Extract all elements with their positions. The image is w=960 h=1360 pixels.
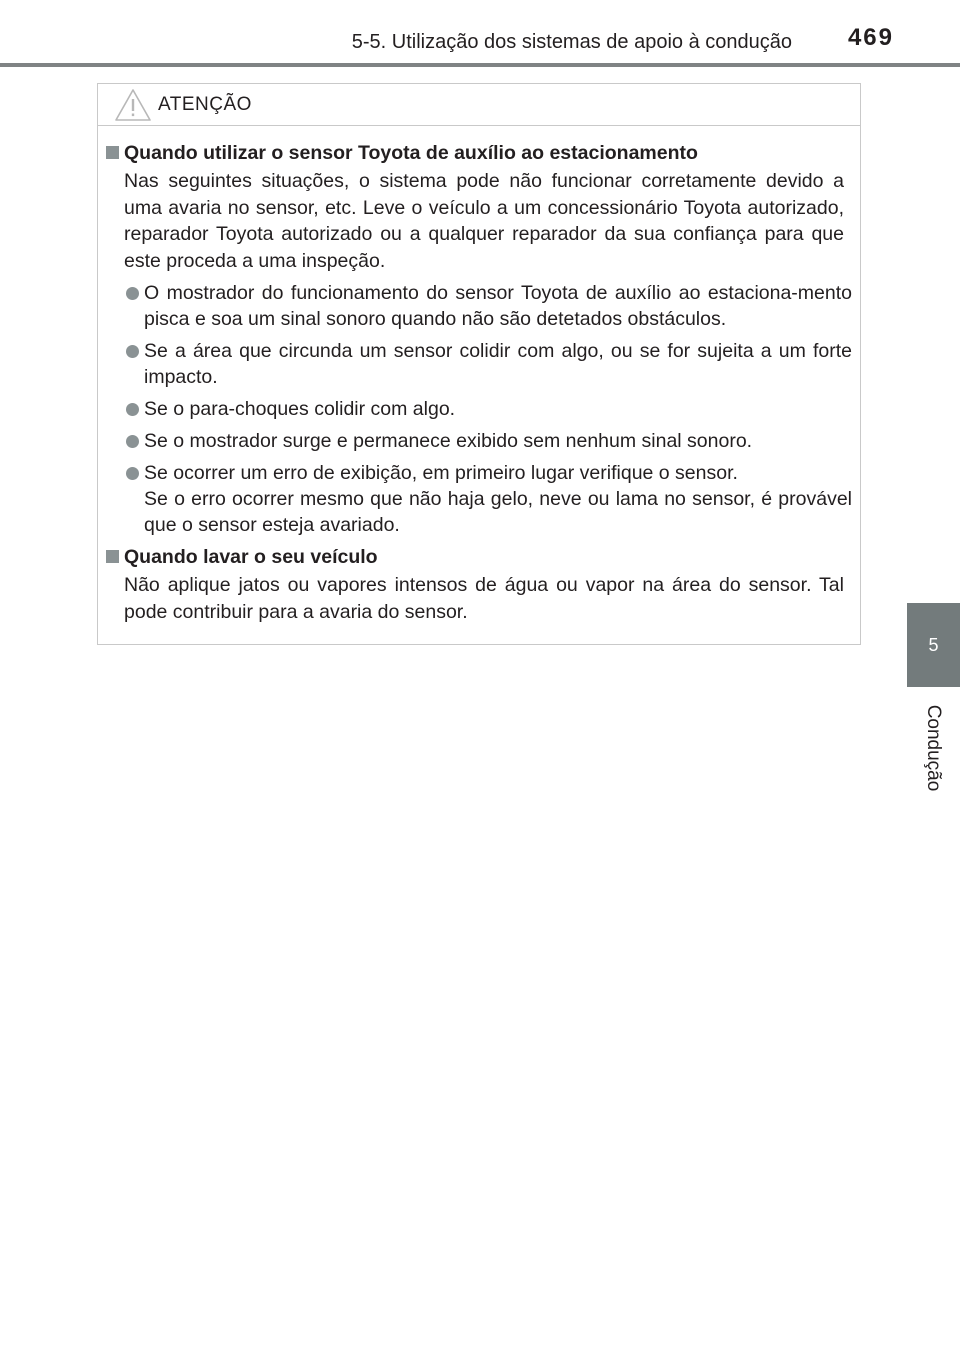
page-header — [0, 0, 960, 70]
list-item: Se o para-choques colidir com algo. — [98, 396, 860, 422]
round-bullet-icon — [126, 403, 139, 416]
section-text-washing: Não aplique jatos ou vapores intensos de água ou vapor na área do sensor. Tal pode contribuir para a avaria do sensor. — [124, 574, 844, 623]
list-item: Se ocorrer um erro de exibição, em primeiro lugar verifique o sensor. Se o erro ocorrer mesmo que não haja gelo, neve ou lama no sensor, é provável que o sensor esteja avariado. — [98, 460, 860, 538]
warning-triangle-icon — [114, 88, 152, 122]
round-bullet-icon — [126, 467, 139, 480]
chapter-tab — [907, 603, 960, 687]
section-heading-washing: Quando lavar o seu veículo — [98, 544, 860, 570]
warning-box — [97, 83, 861, 645]
section-heading-parking-sensor: Quando utilizar o sensor Toyota de auxílio ao estacionamento — [98, 140, 860, 166]
square-bullet-icon — [106, 550, 119, 563]
warning-label: ATENÇÃO — [158, 94, 252, 115]
page-number: 469 — [847, 24, 894, 51]
round-bullet-icon — [126, 435, 139, 448]
list-item: O mostrador do funcionamento do sensor Toyota de auxílio ao estaciona-mento pisca e soa um sinal sonoro quando não são detetados obstáculos. — [98, 280, 860, 332]
chapter-number: 5 — [928, 634, 939, 655]
list-item: Se a área que circunda um sensor colidir com algo, ou se for sujeita a um forte impacto. — [98, 338, 860, 390]
warning-body — [98, 140, 860, 625]
warning-header — [98, 84, 860, 126]
round-bullet-icon — [126, 287, 139, 300]
list-item: Se o mostrador surge e permanece exibido sem nenhum sinal sonoro. — [98, 428, 860, 454]
square-bullet-icon — [106, 146, 119, 159]
section-title: 5-5. Utilização dos sistemas de apoio à condução — [351, 31, 792, 53]
bullet-list — [98, 280, 860, 538]
round-bullet-icon — [126, 345, 139, 358]
header-rule — [0, 63, 960, 67]
section-text-parking-sensor: Nas seguintes situações, o sistema pode não funcionar corretamente devido a uma avaria no sensor, etc. Leve o veículo a um concessionário Toyota autorizado, reparador Toyota autorizado ou a qualquer reparador da sua confiança para que este proceda a uma inspeção. — [124, 170, 844, 272]
chapter-label: Condução — [923, 704, 944, 792]
